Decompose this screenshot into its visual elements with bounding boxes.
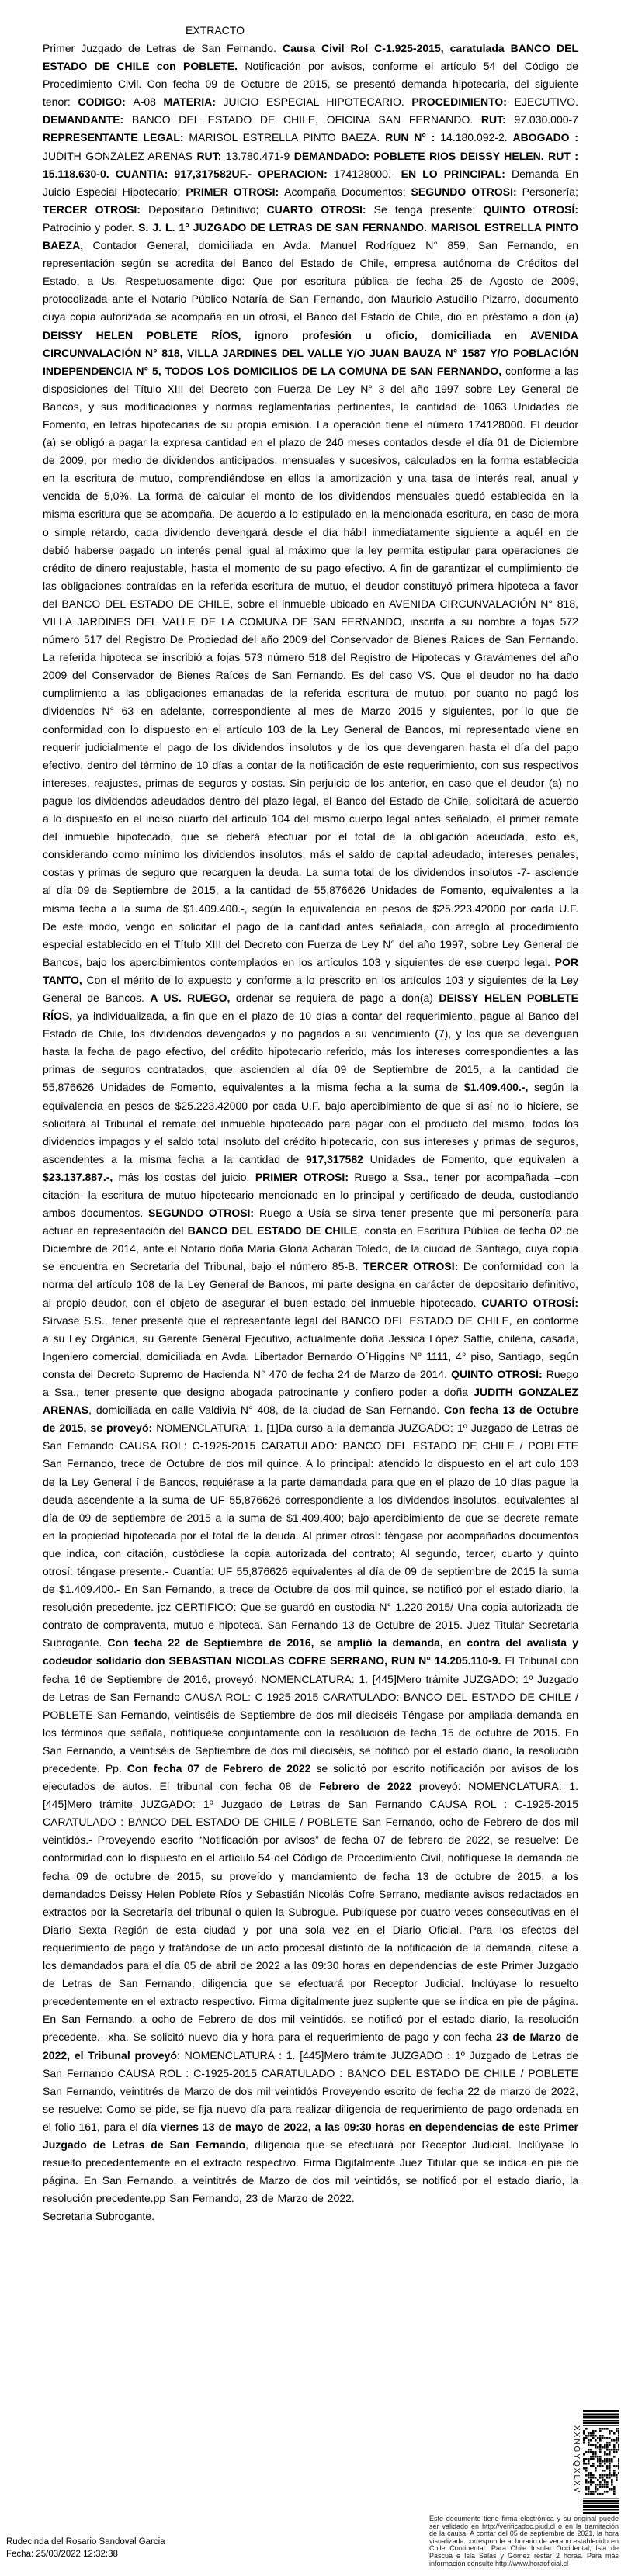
signature-block: [6, 2536, 165, 2560]
pdf417-barcode-icon: [583, 2410, 619, 2514]
closing-line: Secretaria Subrogante.: [43, 2210, 154, 2223]
signature-date: Fecha: 25/03/2022 12:32:38: [6, 2550, 118, 2559]
disclaimer-text: Este documento tiene firma electrónica y su original puede ser validado en http://verificadoc.pjud.cl o en la tramitación de la causa. A contar del 05 de septiembre de 2021, la hora visualizada corresponde al horario de verano establecido en Chile Continental. Para Chile Insular Occidental, Isla de Pascua e Isla Salas y Gómez restar 2 horas. Para más información consulte http://www.horaoficial.cl: [429, 2515, 619, 2567]
signer-name: Rudecinda del Rosario Sandoval Garcia: [6, 2537, 165, 2547]
verification-code: XXNGYQXLXV: [572, 2425, 581, 2495]
document-body: Primer Juzgado de Letras de San Fernando. Causa Civil Rol C-1.925-2015, caratulada BANCO DEL ESTADO DE CHILE con POBLETE. Notificación por avisos, conforme el artículo 54 del Código de Procedimiento Civil. Con fecha 09 de Octubre de 2015, se presentó demanda hipotecaria, del siguiente tenor: CODIGO: A-08 MATERIA: JUICIO ESPECIAL HIPOTECARIO. PROCEDIMIENTO: EJECUTIVO. DEMANDANTE: BANCO DEL ESTADO DE CHILE, OFICINA SAN FERNANDO. RUT: 97.030.000-7 REPRESENTANTE LEGAL: MARISOL ESTRELLA PINTO BAEZA. RUN N° : 14.180.092-2. ABOGADO : JUDITH GONZALEZ ARENAS RUT: 13.780.471-9 DEMANDADO: POBLETE RIOS DEISSY HELEN. RUT : 15.118.630-0. CUANTIA: 917,317582UF.- OPERACION: 174128000.- EN LO PRINCIPAL: Demanda En Juicio Especial Hipotecario; PRIMER OTROSI: Acompaña Documentos; SEGUNDO OTROSI: Personería; TERCER OTROSI: Depositario Definitivo; CUARTO OTROSI: Se tenga presente; QUINTO OTROSÍ: Patrocinio y poder. S. J. L. 1° JUZGADO DE LETRAS DE SAN FERNANDO. MARISOL ESTRELLA PINTO BAEZA, Contador General, domiciliada en Avda. Manuel Rodríguez N° 859, San Fernando, en representación según se acredita del Banco del Estado de Chile, empresa autónoma de Créditos del Estado, a Us. Respetuosamente digo: Que por escritura pública de fecha 25 de Agosto de 2009, protocolizada ante el Notario Público Notaría de San Fernando, don Mauricio Astudillo Pizarro, documento cuya copia autorizada se acompaña en un otrosí, el Banco del Estado de Chile, dio en préstamo a don (a) DEISSY HELEN POBLETE RÍOS, ignoro profesión u oficio, domiciliada en AVENIDA CIRCUNVALACIÓN N° 818, VILLA JARDINES DEL VALLE Y/O JUAN BAUZA N° 1587 Y/O POBLACIÓN INDEPENDENCIA N° 5, TODOS LOS DOMICILIOS DE LA COMUNA DE SAN FERNANDO, conforme a las disposiciones del Título XIII del Decreto con Fuerza De Ley N° 3 del año 1997 sobre Ley General de Bancos, y sus modificaciones y normas reglamentarias pertinentes, la cantidad de 1063 Unidades de Fomento, en letras hipotecarias de su propia emisión. La operación tiene el número 174128000. El deudor (a) se obligó a pagar la expresa cantidad en el plazo de 240 meses contados desde el día 01 de Diciembre de 2009, por medio de dividendos anticipados, mensuales y sucesivos, calculados en la forma establecida en la escritura de mutuo, comprendiéndose en ellos la amortización y una tasa de interés real, anual y vencida de 5,0%. La forma de calcular el monto de los dividendos mensuales quedó establecida en la misma escritura que se acompaña. De acuerdo a lo estipulado en la mencionada escritura, en caso de mora o simple retardo, cada dividendo devengará desde el día hábil inmediatamente siguiente a aquél en de debió haberse pagado un interés penal igual al máximo que la ley permita estipular para operaciones de crédito de dinero reajustable, hasta el momento de su pago efectivo. A fin de garantizar el cumplimiento de las obligaciones contraídas en la referida escritura de mutuo, el deudor constituyó primera hipoteca a favor del BANCO DEL ESTADO DE CHILE, sobre el inmueble ubicado en AVENIDA CIRCUNVALACIÓN N° 818, VILLA JARDINES DEL VALLE DE LA COMUNA DE SAN FERNANDO, inscrita a su nombre a fojas 572 número 517 del Registro De Propiedad del año 2009 del Conservador de Bienes Raíces de San Fernando. La referida hipoteca se inscribió a fojas 573 número 518 del Registro de Hipotecas y Gravámenes del año 2009 del Conservador de Bienes Raíces de San Fernando. Es del caso VS. Que el deudor no ha dado cumplimiento a las obligaciones emanadas de la referida escritura de mutuo, por cuanto no pagó los dividendos N° 63 en adelante, correspondiente al mes de Marzo 2015 y siguientes, por lo que de conformidad con lo dispuesto en el artículo 103 de la Ley General de Bancos, mi representado viene en requerir judicialmente el pago de los dividendos insolutos y de los que devengaren hasta el día del pago efectivo, dentro del término de 10 días a contar de la notificación de este requerimiento, con sus respectivos intereses, reajustes, primas de seguros y costas. Sin perjuicio de los anterior, en caso que el deudor (a) no pague los dividendos adeudados dentro del plazo legal, el Banco del Estado de Chile, solicitará de acuerdo a lo dispuesto en el inciso cuarto del artículo 104 del mismo cuerpo legal antes señalado, el primer remate del inmueble hipotecado, que se deberá efectuar por el total de la obligación adeudada, esto es, considerando como mínimo los dividendos insolutos, más el saldo de capital adeudado, intereses penales, costas y primas de seguro que recarguen la deuda. La suma total de los dividendos insolutos -7- asciende al día 09 de Septiembre de 2015, a la cantidad de 55,876626 Unidades de Fomento, equivalentes a la misma fecha a la suma de $1.409.400.-, según la equivalencia en pesos de $25.223.42000 por cada U.F. De este modo, vengo en solicitar el pago de la cantidad antes señalada, con arreglo al procedimiento especial establecido en el Título XIII del Decreto con Fuerza de Ley N° del año 1997, sobre Ley General de Bancos, bajo los apercibimientos contemplados en los artículos 103 y siguientes de ese cuerpo legal. POR TANTO, Con el mérito de lo expuesto y conforme a lo prescrito en los artículos 103 y siguientes de la Ley General de Bancos. A US. RUEGO, ordenar se requiera de pago a don(a) DEISSY HELEN POBLETE RÍOS, ya individualizada, a fin que en el plazo de 10 días a contar del requerimiento, pague al Banco del Estado de Chile, los dividendos devengados y no pagados a su vencimiento (7), y los que se devenguen hasta la fecha de pago efectivo, del crédito hipotecario referido, más los intereses correspondientes a las primas de seguros contratados, que ascienden al día 09 de Septiembre de 2015, a la cantidad de 55,876626 Unidades de Fomento, equivalentes a la misma fecha a la suma de $1.409.400.-, según la equivalencia en pesos de $25.223.42000 por cada U.F. bajo apercibimiento de que si así no lo hiciere, se solicitará al Tribunal el remate del inmueble hipotecado para pagar con el producto del mismo, todos los dividendos impagos y el saldo total insoluto del crédito hipotecario, con sus intereses y primas de seguros, ascendentes a la misma fecha a la cantidad de 917,317582 Unidades de Fomento, que equivalen a $23.137.887.-, más los costas del juicio. PRIMER OTROSI: Ruego a Ssa., tener por acompañada –con citación- la escritura de mutuo hipotecario mencionado en lo principal y certificado de deuda, custodiando ambos documentos. SEGUNDO OTROSI: Ruego a Usía se sirva tener presente que mi personería para actuar en representación del BANCO DEL ESTADO DE CHILE, consta en Escritura Pública de fecha 02 de Diciembre de 2014, ante el Notario doña María Gloria Acharan Toledo, de la ciudad de Santiago, cuya copia se encuentra en Secretaria del Tribunal, bajo el número 85-B. TERCER OTROSI: De conformidad con la norma del artículo 108 de la Ley General de Bancos, mi parte designa en carácter de depositario definitivo, al propio deudor, con el objeto de asegurar el buen estado del inmueble hipotecado. CUARTO OTROSÍ: Sírvase S.S., tener presente que el representante legal del BANCO DEL ESTADO DE CHILE, en conforme a su Ley Orgánica, su Gerente General Ejecutivo, actualmente doña Jessica López Saffie, chilena, casada, Ingeniero comercial, domiciliada en Avda. Libertador Bernardo O´Higgins N° 1111, 4° piso, Santiago, según consta del Decreto Supremo de Hacienda N° 470 de fecha 24 de Marzo de 2014. QUINTO OTROSÍ: Ruego a Ssa., tener presente que designo abogada patrocinante y confiero poder a doña JUDITH GONZALEZ ARENAS, domiciliada en calle Valdivia N° 408, de la ciudad de San Fernando. Con fecha 13 de Octubre de 2015, se proveyó: NOMENCLATURA: 1. [1]Da curso a la demanda JUZGADO: 1º Juzgado de Letras de San Fernando CAUSA ROL: C-1925-2015 CARATULADO: BANCO DEL ESTADO DE CHILE / POBLETE San Fernando, trece de Octubre de dos mil quince. A lo principal: atendido lo dispuesto en el art culo 103 de la Ley General í de Bancos, requiérase a la parte demandada para que en el plazo de 10 días pague la deuda ascendente a la suma de UF 55,876626 correspondiente a los dividendos insolutos, equivalentes al día de 09 de septiembre de 2015 a la suma de $1.409.400; bajo apercibimiento de que se decrete remate en la propiedad hipotecada por el total de la deuda. Al primer otrosí: téngase por acompañados documentos que indica, con citación, custódiese la copia autorizada del contrato; Al segundo, tercer, cuarto y quinto otrosí: téngase presente.- Cuantía: UF 55,876626 equivalentes al día de 09 de septiembre de 2015 la suma de $1.409.400.- En San Fernando, a trece de Octubre de dos mil quince, se notificó por el estado diario, la resolución precedente. jcz CERTIFICO: Que se guardó en custodia N° 1.220-2015/ Una copia autorizada de contrato de compraventa, mutuo e hipoteca. San Fernando 13 de Octubre de 2015. Juez Titular Secretaria Subrogante. Con fecha 22 de Septiembre de 2016, se amplió la demanda, en contra del avalista y codeudor solidario don SEBASTIAN NICOLAS COFRE SERRANO, RUN N° 14.205.110-9. El Tribunal con fecha 16 de Septiembre de 2016, proveyó: NOMENCLATURA: 1. [445]Mero trámite JUZGADO: 1º Juzgado de Letras de San Fernando CAUSA ROL: C-1925-2015 CARATULADO: BANCO DEL ESTADO DE CHILE / POBLETE San Fernando, veintiséis de Septiembre de dos mil dieciséis Téngase por ampliada demanda en los términos que señala, notifíquese conjuntamente con la resolución de fecha 15 de octubre de 2015. En San Fernando, a veintiséis de Septiembre de dos mil dieciséis, se notificó por el estado diario, la resolución precedente. Pp. Con fecha 07 de Febrero de 2022 se solicitó por escrito notificación por avisos de los ejecutados de autos. El tribunal con fecha 08 de Febrero de 2022 proveyó: NOMENCLATURA: 1. [445]Mero trámite JUZGADO: 1º Juzgado de Letras de San Fernando CAUSA ROL : C-1925-2015 CARATULADO : BANCO DEL ESTADO DE CHILE / POBLETE San Fernando, ocho de Febrero de dos mil veintidós.- Proveyendo escrito “Notificación por avisos” de fecha 07 de febrero de 2022, se resuelve: De conformidad con lo dispuesto en el artículo 54 del Código de Procedimiento Civil, notifíquese la demanda de fecha 09 de octubre de 2015, su proveído y mandamiento de fecha 13 de octubre de 2015, a los demandados Deissy Helen Poblete Ríos y Sebastián Nicolás Cofre Serrano, mediante avisos redactados en extractos por la Secretaría del tribunal o quien la Subrogue. Publíquese por cuatro veces consecutivas en el Diario Sexta Región de esta ciudad y por una sola vez en el Diario Oficial. Para los efectos del requerimiento de pago y tratándose de un acto procesal distinto de la notificación de la demanda, cítese a los demandados para el día 05 de abril de 2022 a las 09:30 horas en dependencias de este Primer Juzgado de Letras de San Fernando, diligencia que se efectuará por Receptor Judicial. Inclúyase lo resuelto precedentemente en el extracto respectivo. Firma digitalmente juez suplente que se indica en pie de página. En San Fernando, a ocho de Febrero de dos mil veintidós, se notificó por el estado diario, la resolución precedente.- xha. Se solicitó nuevo día y hora para el requerimiento de pago y con fecha 23 de Marzo de 2022, el Tribunal proveyó: NOMENCLATURA : 1. [445]Mero trámite JUZGADO : 1º Juzgado de Letras de San Fernando CAUSA ROL : C-1925-2015 CARATULADO : BANCO DEL ESTADO DE CHILE / POBLETE San Fernando, veintitrés de Marzo de dos mil veintidós Proveyendo escrito de fecha 22 de marzo de 2022, se resuelve: Como se pide, se fija nuevo día para realizar diligencia de requerimiento de pago ordenada en el folio 161, para el día viernes 13 de mayo de 2022, a las 09:30 horas en dependencias de este Primer Juzgado de Letras de San Fernando, diligencia que se efectuará por Receptor Judicial. Inclúyase lo resuelto precedentemente en el extracto respectivo. Firma Digitalmente Juez Titular que se indica en pie de página. En San Fernando, a veintitrés de Marzo de dos mil veintidós, se notificó por el estado diario, la resolución precedente.pp San Fernando, 23 de Marzo de 2022.: [43, 42, 579, 2205]
document-title: EXTRACTO: [186, 24, 245, 36]
document-content: [43, 22, 578, 2225]
